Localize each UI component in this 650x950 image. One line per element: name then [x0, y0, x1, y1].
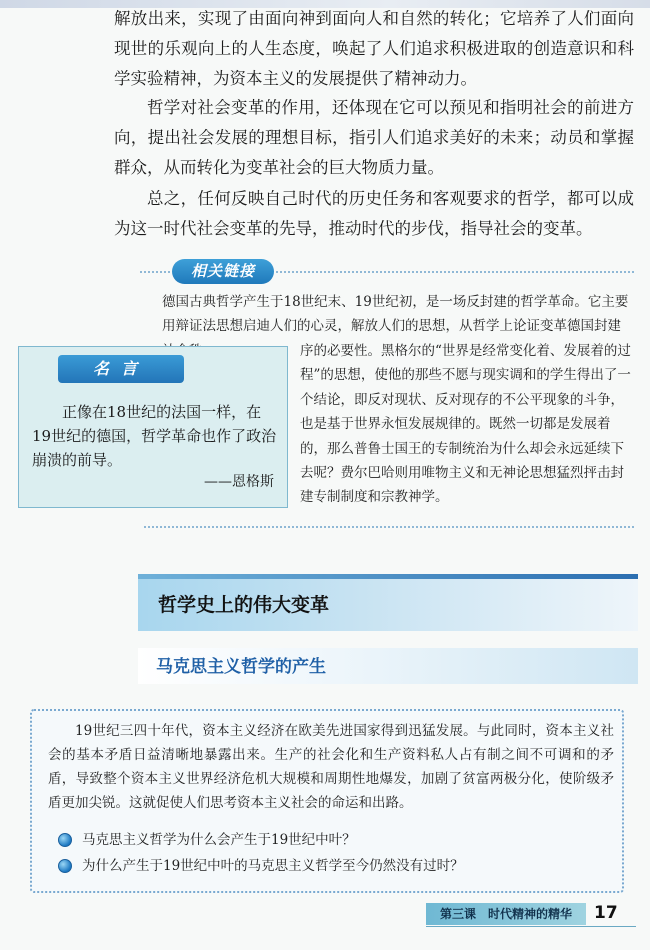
- dotted-divider-bottom: [144, 526, 634, 528]
- body-paragraph-2: 哲学对社会变革的作用，还体现在它可以预见和指明社会的前进方向，提出社会发展的理想目标，指引人们追求美好的未来；动员和掌握群众，从而转化为变革社会的巨大物质力量。: [114, 98, 634, 177]
- body-paragraph-3: 总之，任何反映自己时代的历史任务和客观要求的哲学，都可以成为这一时代社会变革的先导，推动时代的步伐，指导社会的变革。: [114, 189, 634, 238]
- bullet-dot-icon: [58, 833, 72, 847]
- section-title: 哲学史上的伟大变革: [158, 594, 330, 616]
- dotted-divider-right: [276, 271, 634, 273]
- related-links-label: 相关链接: [172, 259, 274, 284]
- thinking-text: 19世纪三四十年代，资本主义经济在欧美先进国家得到迅猛发展。与此同时，资本主义社会的基本矛盾日益清晰地暴露出来。生产的社会化和生产资料私人占有制之间不可调和的矛盾，导致整个资本主义世界经济危机大规模和周期性地爆发，加剧了贫富两极分化，使阶级矛盾更加尖锐。这就促使人们思考资本主义社会的命运和出路。: [48, 723, 614, 811]
- body-paragraph-1: 解放出来，实现了由面向神到面向人和自然的转化；它培养了人们面向现世的乐观向上的人生态度，唤起了人们追求积极进取的创造意识和科学实验精神，为资本主义的发展提供了精神动力。: [114, 9, 634, 88]
- footer-lesson-title: 第三课 时代精神的精华: [439, 907, 572, 921]
- related-links-text-right: 序的必要性。黑格尔的“世界是经常变化着、发展着的过程”的思想，使他的那些不愿与现实调和的学生得出了一个结论，即反对现状、反对现存的不公平现象的斗争，也是基于世界永恒发展规律的。既然一切都是发展着的，那么普鲁士国王的专制统治为什么却会永远延续下去呢？费尔巴哈则用唯物主义和无神论思想猛烈抨击封建专制制度和宗教神学。: [300, 343, 631, 506]
- question-text: 马克思主义哲学为什么会产生于19世纪中叶？: [82, 832, 356, 848]
- question-text: 为什么产生于19世纪中叶的马克思主义哲学至今仍然没有过时？: [82, 858, 464, 874]
- page-number: 17: [594, 903, 618, 923]
- famous-quote-author: ——恩格斯: [204, 474, 274, 490]
- dotted-divider-left: [140, 271, 170, 273]
- section-subtitle: 马克思主义哲学的产生: [156, 657, 326, 677]
- question-item: [58, 856, 598, 876]
- question-item: [58, 830, 598, 850]
- footer-rule: [426, 926, 636, 927]
- related-links-text-top: 德国古典哲学产生于18世纪末、19世纪初，是一场反封建的哲学革命。它主要用辩证法思想启迪人们的心灵，解放人们的思想，从哲学上论证变革德国封建: [162, 294, 629, 335]
- famous-quote-text: 正像在18世纪的法国一样，在19世纪的德国，哲学革命也作了政治崩溃的前导。: [32, 403, 277, 469]
- famous-quote-label: 名言: [58, 355, 184, 383]
- bullet-dot-icon: [58, 859, 72, 873]
